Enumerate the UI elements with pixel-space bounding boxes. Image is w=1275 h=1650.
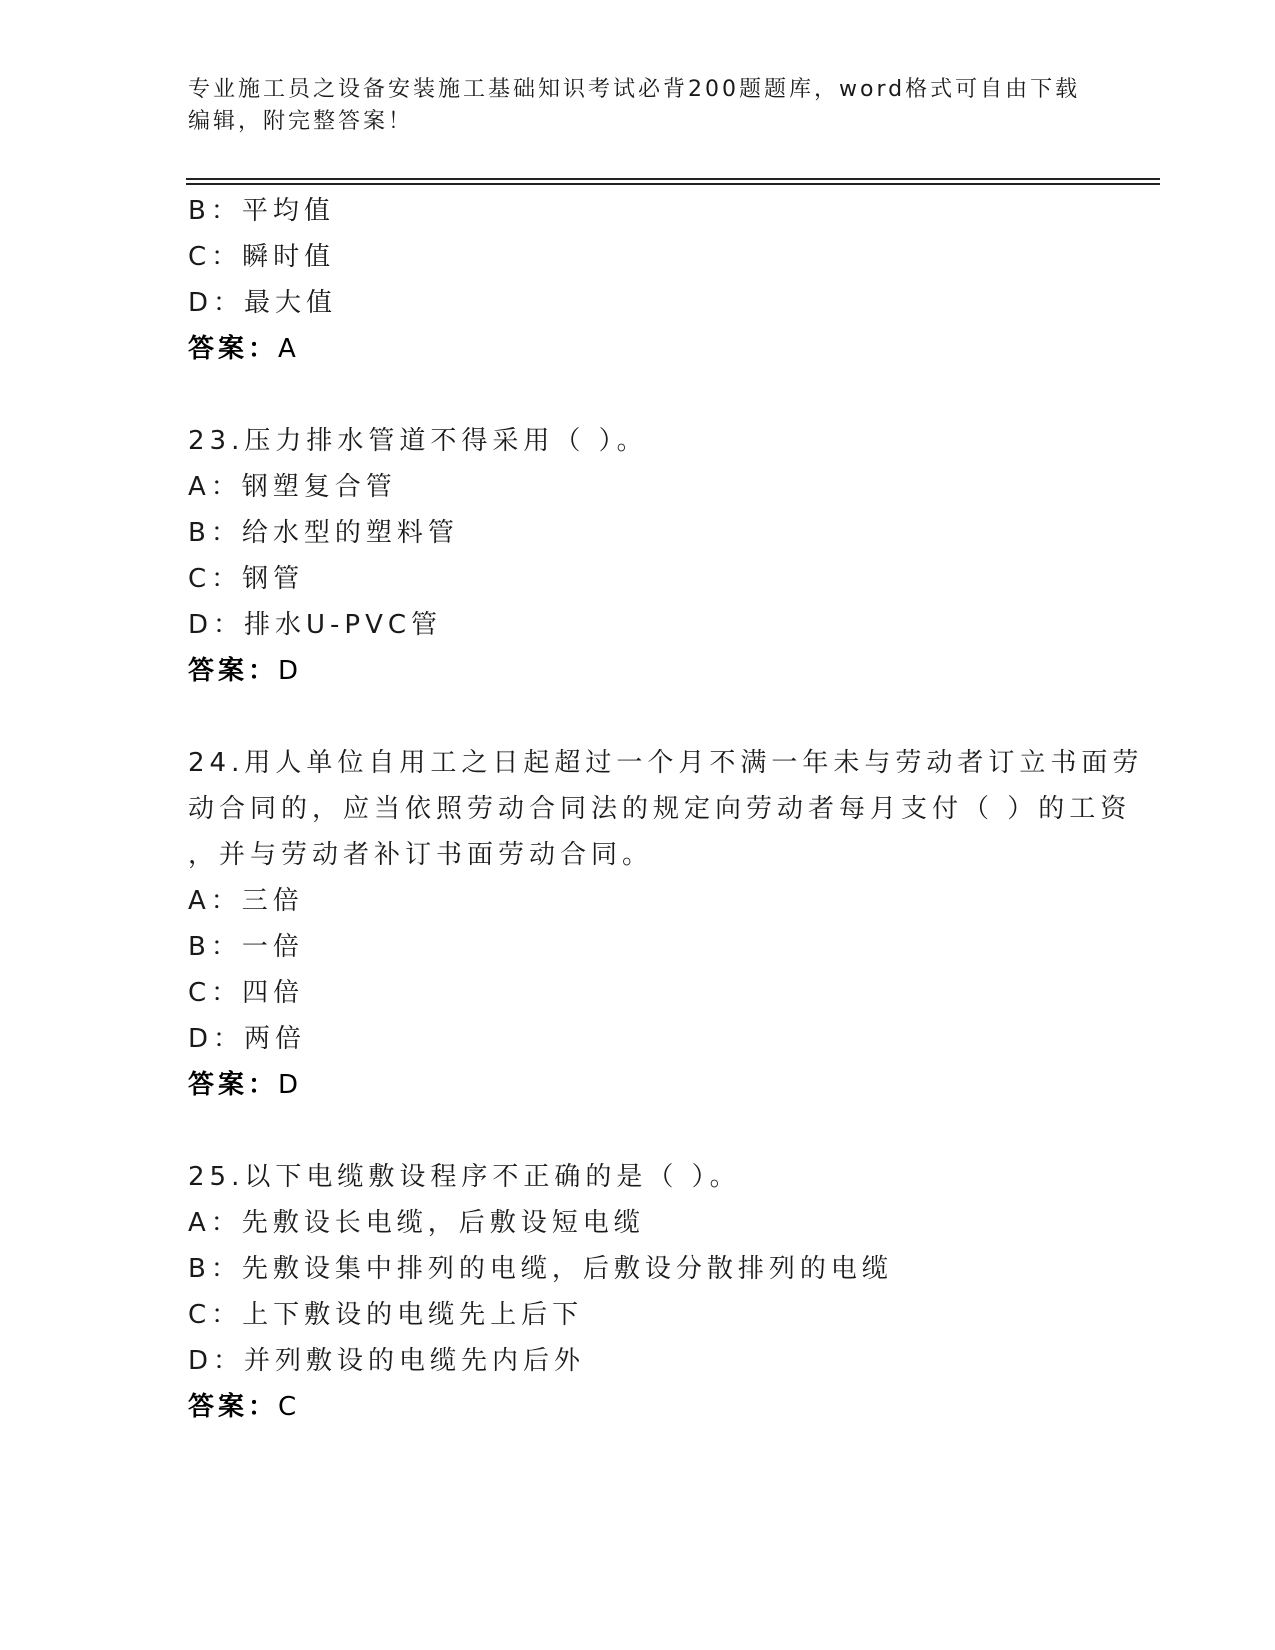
option-d: D：并列敷设的电缆先内后外 — [188, 1346, 586, 1376]
spacer — [188, 694, 1088, 740]
question-stem: 23.压力排水管道不得采用（ ）。 — [188, 426, 648, 456]
answer-value: C — [278, 1392, 301, 1422]
question-stem-line-1: 24.用人单位自用工之日起超过一个月不满一年未与劳动者订立书面劳 — [188, 748, 1144, 778]
header-divider-bottom — [186, 183, 1160, 185]
spacer — [188, 372, 1088, 418]
answer-value: D — [278, 656, 303, 686]
answer-line — [188, 1062, 1088, 1108]
question-stem: 25.以下电缆敷设程序不正确的是（ ）。 — [188, 1162, 741, 1192]
option-c: C：钢管 — [188, 564, 305, 594]
question-list — [188, 188, 1144, 1430]
option-d: D：排水U-PVC管 — [188, 610, 443, 640]
option-a: A：三倍 — [188, 886, 304, 916]
answer-label: 答案： — [188, 334, 279, 364]
document-header — [188, 74, 1088, 138]
header-line-2: 编辑，附完整答案！ — [188, 109, 414, 134]
answer-label: 答案： — [188, 1392, 279, 1422]
option-c: C：四倍 — [188, 978, 305, 1008]
header-divider-top — [186, 178, 1160, 180]
option-a: A：钢塑复合管 — [188, 472, 397, 502]
answer-line — [188, 326, 1088, 372]
answer-value: D — [278, 1070, 303, 1100]
answer-label: 答案： — [188, 656, 279, 686]
question-24 — [188, 740, 1144, 1108]
spacer — [188, 1108, 1088, 1154]
option-b: B：一倍 — [188, 932, 304, 962]
option-d: D：两倍 — [188, 1024, 307, 1054]
option-c: C：瞬时值 — [188, 242, 336, 272]
answer-label: 答案： — [188, 1070, 279, 1100]
answer-line — [188, 1384, 1088, 1430]
option-a: A：先敷设长电缆，后敷设短电缆 — [188, 1208, 645, 1238]
question-25 — [188, 1154, 1088, 1430]
question-23 — [188, 418, 1088, 694]
question-stem-line-3: ，并与劳动者补订书面劳动合同。 — [188, 840, 654, 870]
answer-value: A — [278, 334, 300, 364]
option-b: B：给水型的塑料管 — [188, 518, 459, 548]
option-d: D：最大值 — [188, 288, 338, 318]
option-c: C：上下敷设的电缆先上后下 — [188, 1300, 584, 1330]
option-b: B：平均值 — [188, 196, 335, 226]
header-line-1: 专业施工员之设备安装施工基础知识考试必背200题题库，word格式可自由下载 — [188, 77, 1081, 102]
question-stem-line-2: 动合同的，应当依照劳动合同法的规定向劳动者每月支付（ ）的工资 — [188, 794, 1132, 824]
option-b: B：先敷设集中排列的电缆，后敷设分散排列的电缆 — [188, 1254, 893, 1284]
question-22 — [188, 188, 1088, 372]
answer-line — [188, 648, 1088, 694]
